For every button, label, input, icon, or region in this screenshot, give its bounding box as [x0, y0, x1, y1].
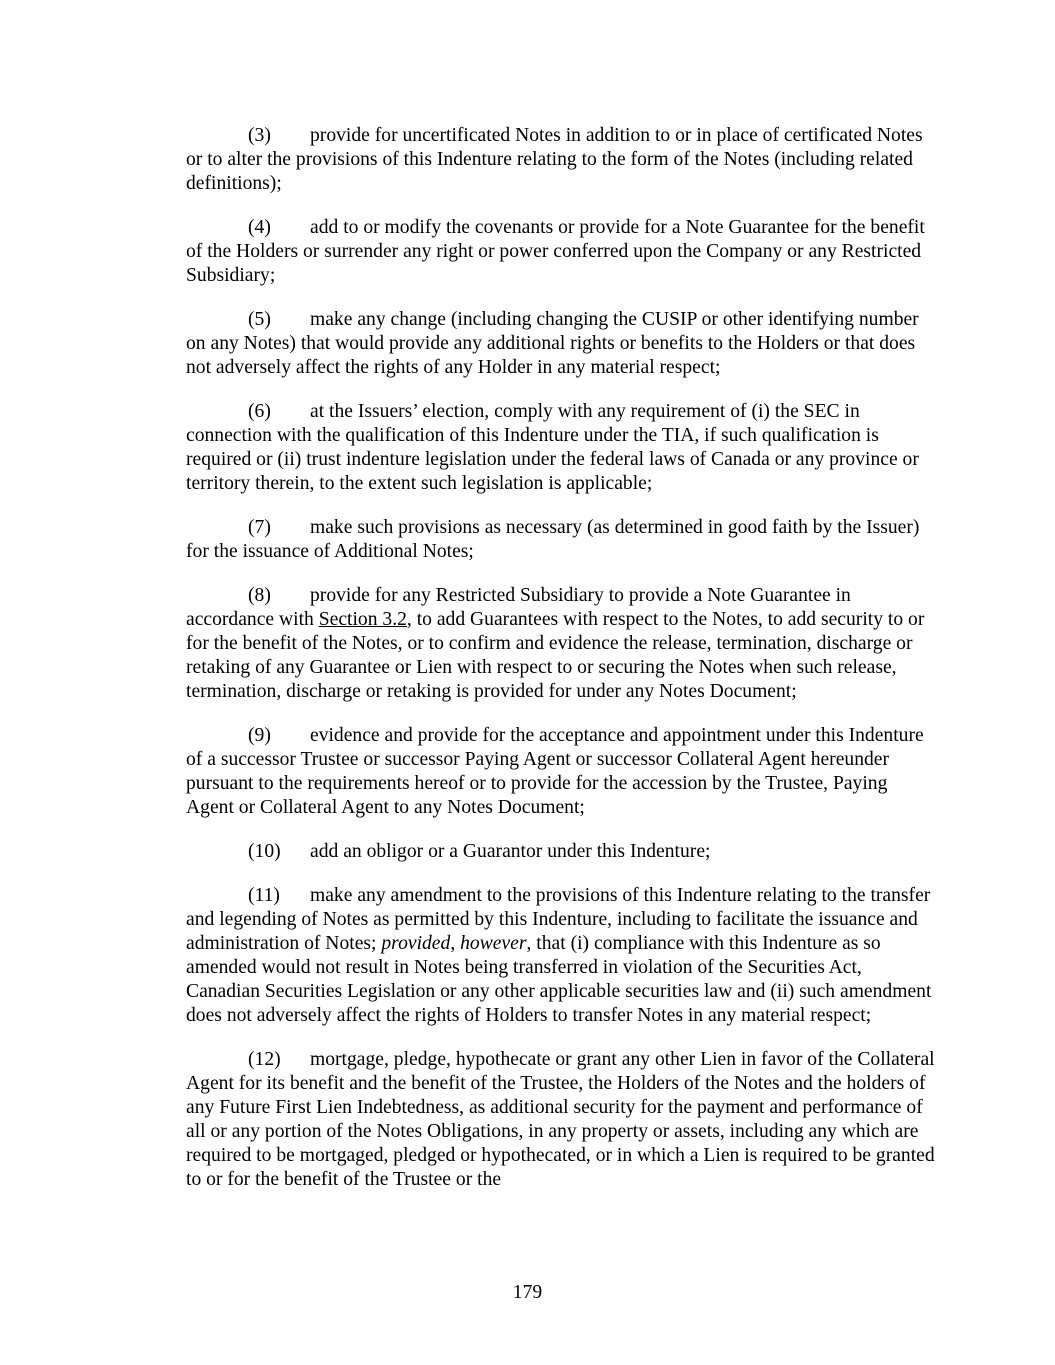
- clause-text: make any change (including changing the CUSIP or other identifying number on any Notes) that would provide any additional rights or benefits to the Holders or that does not adversely affect the rights of any Holder in any material respect;: [186, 309, 919, 378]
- clause-8: [186, 584, 936, 704]
- clause-7: [186, 516, 936, 564]
- clause-text: provide for uncertificated Notes in addition to or in place of certificated Notes or to alter the provisions of this Indenture relating to the form of the Notes (including related definitions);: [186, 125, 923, 194]
- clause-text: , that (i) compliance with this Indenture as so amended would not result in Notes being transferred in violation of the Securities Act, Canadian Securities Legislation or any other applicable securities law and (ii) such amendment does not adversely affect the rights of Holders to transfer Notes in any material respect;: [186, 933, 932, 1026]
- italic-term: provided: [381, 933, 451, 954]
- clause-number: (10): [248, 841, 281, 862]
- clause-number: (9): [248, 725, 271, 746]
- clause-number: (7): [248, 517, 271, 538]
- page-number: 179: [512, 1282, 543, 1303]
- clause-text: make such provisions as necessary (as determined in good faith by the Issuer) for the issuance of Additional Notes;: [186, 517, 920, 562]
- section-reference-link[interactable]: Section 3.2: [318, 609, 407, 630]
- clause-6: [186, 400, 936, 496]
- clause-5: [186, 308, 936, 380]
- clause-text: make any amendment to the provisions of this Indenture relating to the transfer and legending of Notes as permitted by this Indenture, including to facilitate the issuance and administration of Notes;: [186, 885, 931, 954]
- clause-number: (4): [248, 217, 271, 238]
- clause-9: [186, 724, 936, 820]
- clause-number: (6): [248, 401, 271, 422]
- clause-text: evidence and provide for the acceptance and appointment under this Indenture of a successor Trustee or successor Paying Agent or successor Collateral Agent hereunder pursuant to the requirements hereof or to provide for the accession by the Trustee, Paying Agent or Collateral Agent to any Notes Document;: [186, 725, 924, 818]
- clause-text: provide for any Restricted Subsidiary to provide a Note Guarantee in accordance with: [186, 585, 851, 630]
- clause-number: (12): [248, 1049, 281, 1070]
- clause-10: [186, 840, 936, 864]
- clause-text: ,: [450, 933, 461, 954]
- clause-4: [186, 216, 936, 288]
- clause-text: at the Issuers’ election, comply with any requirement of (i) the SEC in connection with the qualification of this Indenture under the TIA, if such qualification is required or (ii) trust indenture legislation under the federal laws of Canada or any province or territory therein, to the extent such legislation is applicable;: [186, 401, 919, 494]
- clause-number: (5): [248, 309, 271, 330]
- clause-text: mortgage, pledge, hypothecate or grant any other Lien in favor of the Collateral Agent for its benefit and the benefit of the Trustee, the Holders of the Notes and the holders of any Future First Lien Indebtedness, as additional security for the payment and performance of all or any portion of the Notes Obligations, in any property or assets, including any which are required to be mortgaged, pledged or hypothecated, or in which a Lien is required to be granted to or for the benefit of the Trustee or the: [186, 1049, 935, 1190]
- clause-number: (8): [248, 585, 271, 606]
- italic-term: however: [460, 933, 527, 954]
- clause-text: add an obligor or a Guarantor under this Indenture;: [310, 841, 711, 862]
- clause-text: , to add Guarantees with respect to the Notes, to add security to or for the benefit of the Notes, or to confirm and evidence the release, termination, discharge or retaking of any Guarantee or Lien with respect to or securing the Notes when such release, termination, discharge or retaking is provided for under any Notes Document;: [186, 609, 925, 702]
- clause-number: (11): [248, 885, 280, 906]
- clause-number: (3): [248, 125, 271, 146]
- clause-text: add to or modify the covenants or provide for a Note Guarantee for the benefit of the Holders or surrender any right or power conferred upon the Company or any Restricted Subsidiary;: [186, 217, 925, 286]
- clause-11: [186, 884, 936, 1028]
- document-body: [186, 124, 936, 1212]
- clause-3: [186, 124, 936, 196]
- clause-12: [186, 1048, 936, 1192]
